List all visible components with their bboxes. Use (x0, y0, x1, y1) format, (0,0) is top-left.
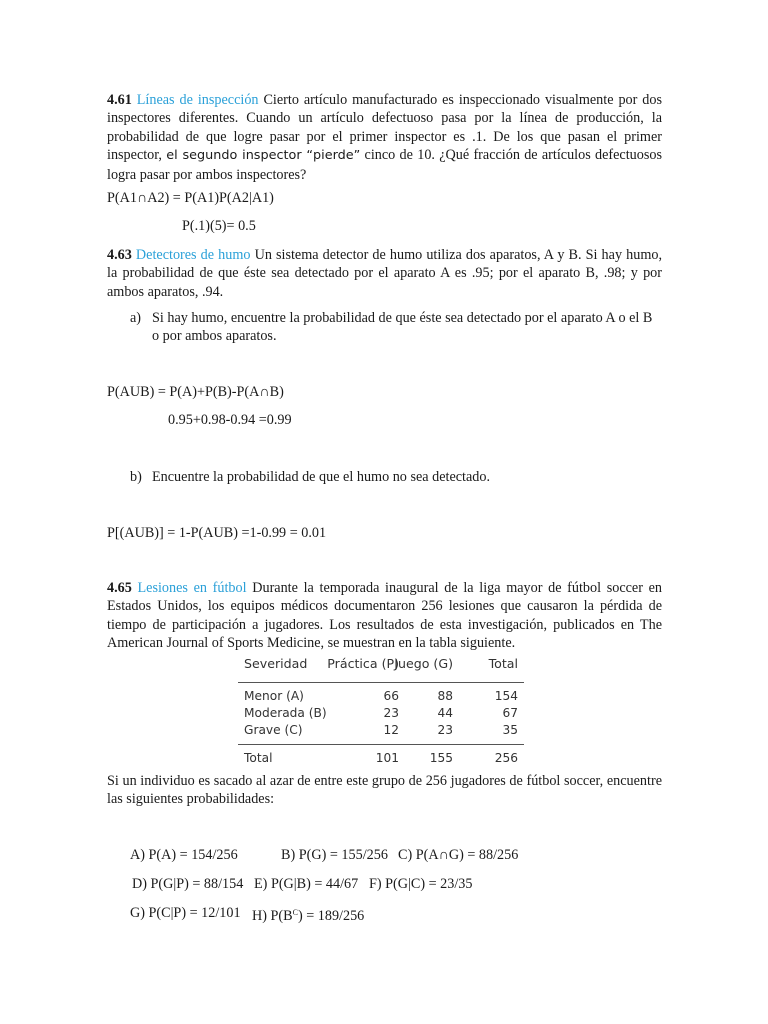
table-cell: 256 (494, 751, 518, 765)
answer-g: G) P(C|P) = 12/101 (130, 905, 241, 921)
table-cell: 44 (437, 706, 453, 720)
answer-h-sup: C (292, 908, 298, 917)
table-cell: Menor (A) (244, 689, 304, 703)
table-header-cell: Práctica (P) (327, 656, 399, 671)
answer-h-pre: H) P(B (252, 908, 293, 924)
answer-h-post: ) = 189/256 (297, 908, 365, 924)
table-header-row (238, 656, 524, 682)
table-cell: 67 (502, 706, 518, 720)
table-rule (238, 682, 524, 683)
table-row (238, 706, 524, 723)
problem-title: Detectores de humo (135, 247, 251, 263)
answer-f: F) P(G|C) = 23/35 (369, 876, 473, 892)
table-cell: 101 (375, 751, 399, 765)
problem-text: Cierto artículo manufacturado es inspeccionado visualmente por dos inspectores diferentes. Cuando un artículo defectuoso pasa por la línea de producción, la probabilidad de que logre pasar por el primer inspector es .1. De los que pasan el primer inspector, (107, 92, 662, 164)
table-cell: Total (244, 751, 273, 765)
formula-4-63-b: P[(AUB)] = 1-P(AUB) =1-0.99 = 0.01 (107, 525, 327, 541)
formula-4-63-a2: 0.95+0.98-0.94 =0.99 (168, 412, 292, 428)
table-row (238, 689, 524, 706)
table-header-cell: Total (488, 656, 518, 671)
answer-b: B) P(G) = 155/256 (281, 847, 388, 863)
problem-4-61 (107, 91, 662, 184)
table-cell: 155 (429, 751, 453, 765)
question-b-label: b) (130, 469, 142, 485)
problem-4-65 (107, 579, 662, 653)
problem-number: 4.63 (107, 247, 132, 263)
question-a-label: a) (130, 310, 142, 326)
table-cell: 23 (383, 706, 399, 720)
formula-4-61-1: P(A1∩A2) = P(A1)P(A2|A1) (107, 190, 274, 206)
problem-text: Un sistema detector de humo utiliza dos aparatos, A y B. Si hay humo, la probabilidad de que éste sea detectado por el aparato A es .95; por el aparato B, .98; y por ambos aparatos, .94. (107, 247, 663, 300)
problem-number: 4.65 (107, 580, 132, 596)
question-b-text: Encuentre la probabilidad de que el humo no sea detectado. (152, 469, 491, 485)
answer-c: C) P(A∩G) = 88/256 (398, 847, 519, 863)
answer-e: E) P(G|B) = 44/67 (254, 876, 359, 892)
table-cell: Grave (C) (244, 723, 303, 737)
problem-number: 4.61 (107, 92, 132, 108)
table-cell: 88 (437, 689, 453, 703)
table-total-row (238, 751, 524, 771)
table-cell: Moderada (B) (244, 706, 327, 720)
problem-text-sans: el segundo inspector “pierde” (166, 148, 361, 164)
table-cell: 12 (383, 723, 399, 737)
table-cell: 35 (502, 723, 518, 737)
answer-a: A) P(A) = 154/256 (130, 847, 238, 863)
after-table-text: Si un individuo es sacado al azar de entre este grupo de 256 jugadores de fútbol soccer, encuentre las siguientes probabilidades: (107, 773, 662, 808)
injuries-table (238, 656, 524, 771)
question-a-text: Si hay humo, encuentre la probabilidad de que éste sea detectado por el aparato A o el B o por ambos aparatos. (152, 310, 653, 345)
table-cell: 23 (437, 723, 453, 737)
answer-d: D) P(G|P) = 88/154 (132, 876, 244, 892)
table-header-cell: Juego (G) (394, 656, 453, 671)
problem-title: Líneas de inspección (136, 92, 259, 108)
problem-4-63 (107, 246, 662, 301)
table-rule (238, 744, 524, 745)
table-cell: 66 (383, 689, 399, 703)
problem-title: Lesiones en fútbol (137, 580, 247, 596)
table-row (238, 723, 524, 740)
formula-4-61-2: P(.1)(5)= 0.5 (182, 218, 256, 234)
problem-text: Durante la temporada inaugural de la liga mayor de fútbol soccer en Estados Unidos, los equipos médicos documentaron 256 lesiones que causaron la pérdida de tiempo de participación a jugadores. Los resultados de esta investigación, publicados en The American Journal of Sports Medicine, se muestran en la tabla siguiente. (107, 580, 663, 652)
answer-h (252, 904, 364, 925)
table-cell: 154 (494, 689, 518, 703)
table-header-cell: Severidad (244, 656, 308, 671)
problem-text-end: cinco de 10. ¿Qué fracción de artículos defectuosos logra pasar por ambos inspectores? (107, 147, 662, 183)
formula-4-63-a1: P(AUB) = P(A)+P(B)-P(A∩B) (107, 384, 284, 400)
